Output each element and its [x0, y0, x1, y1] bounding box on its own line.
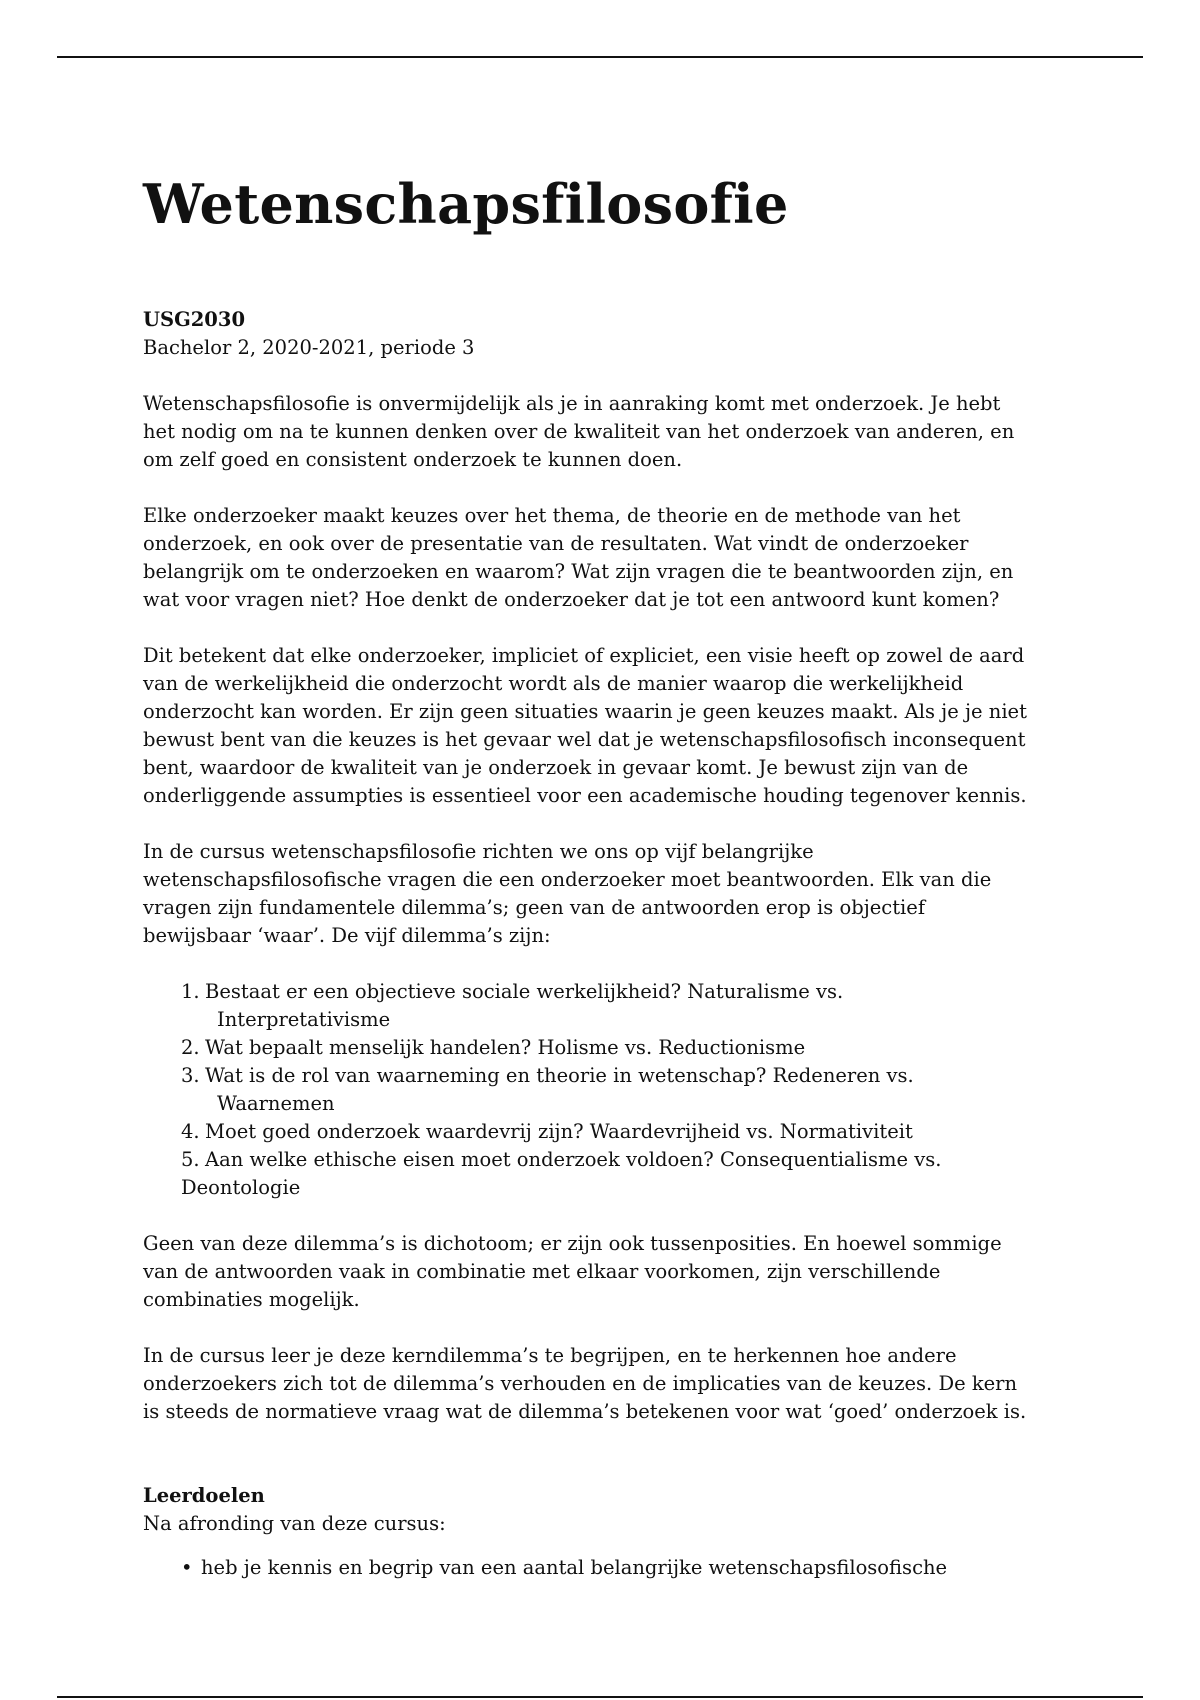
list-number: 5.	[181, 1148, 200, 1171]
section-heading-leerdoelen: Leerdoelen	[143, 1484, 265, 1507]
bottom-rule	[57, 1696, 1143, 1698]
course-code: USG2030	[143, 308, 246, 331]
course-details: Bachelor 2, 2020-2021, periode 3	[143, 336, 475, 359]
list-number: 1.	[181, 980, 200, 1003]
paragraph-course-focus: In de cursus wetenschapsfilosofie richten we ons op vijf belangrijke wetenschapsfilosofische vragen die een onderzoeker moet beantwoorden. Elk van die vragen zijn fundamentele dilemma’s; geen van de antwoorden erop is objectief bewijsbaar ‘waar’. De vijf dilemma’s zijn:	[143, 840, 992, 947]
list-item	[143, 978, 1083, 1034]
list-number: 3.	[181, 1064, 200, 1087]
paragraph-dichotomy: Geen van deze dilemma’s is dichotoom; er zijn ook tussenposities. En hoewel sommige van de antwoorden vaak in combinatie met elkaar voorkomen, zijn verschillende combinaties mogelijk.	[143, 1232, 1002, 1311]
list-number: 2.	[181, 1036, 200, 1059]
list-item-text: Bestaat er een objectieve sociale werkelijkheid? Naturalisme vs.	[205, 980, 844, 1003]
list-item-text: Moet goed onderzoek waardevrij zijn? Waardevrijheid vs. Normativiteit	[205, 1120, 913, 1143]
list-item-continuation: Interpretativisme	[217, 1008, 391, 1031]
list-item-text: Aan welke ethische eisen moet onderzoek voldoen? Consequentialisme vs.	[205, 1148, 942, 1171]
list-item-text: Wat is de rol van waarneming en theorie in wetenschap? Redeneren vs.	[205, 1064, 914, 1087]
list-item	[143, 1554, 1083, 1582]
dilemma-list	[143, 978, 1083, 1202]
list-item	[143, 1146, 1083, 1202]
course-meta	[143, 306, 1083, 362]
list-item-continuation: Waarnemen	[217, 1092, 335, 1115]
list-item-text: heb je kennis en begrip van een aantal belangrijke wetenschapsfilosofische	[201, 1556, 948, 1579]
document-body	[143, 170, 1083, 1582]
list-item-text: Wat bepaalt menselijk handelen? Holisme vs. Reductionisme	[205, 1036, 806, 1059]
list-item	[143, 1034, 1083, 1062]
paragraph-choices: Elke onderzoeker maakt keuzes over het thema, de theorie en de methode van het onderzoek, en ook over de presentatie van de resultaten. Wat vindt de onderzoeker belangrijk om te onderzoeken en waarom? Wat zijn vragen die te beantwoorden zijn, en wat voor vragen niet? Hoe denkt de onderzoeker dat je tot een antwoord kunt komen?	[143, 504, 1014, 611]
list-item	[143, 1118, 1083, 1146]
top-rule	[57, 56, 1143, 58]
list-item-continuation: Deontologie	[181, 1176, 301, 1199]
list-item	[143, 1062, 1083, 1118]
paragraph-intro: Wetenschapsfilosofie is onvermijdelijk als je in aanraking komt met onderzoek. Je hebt het nodig om na te kunnen denken over de kwaliteit van het onderzoek van anderen, en om zelf goed en consistent onderzoek te kunnen doen.	[143, 392, 1015, 471]
page-title: Wetenschapsfilosofie	[143, 172, 789, 236]
paragraph-learning: In de cursus leer je deze kerndilemma’s te begrijpen, en te herkennen hoe andere onderzoekers zich tot de dilemma’s verhouden en de implicaties van de keuzes. De kern is steeds de normatieve vraag wat de dilemma’s betekenen voor wat ‘goed’ onderzoek is.	[143, 1344, 1027, 1423]
paragraph-vision: Dit betekent dat elke onderzoeker, impliciet of expliciet, een visie heeft op zowel de aard van de werkelijkheid die onderzocht wordt als de manier waarop die werkelijkheid onderzocht kan worden. Er zijn geen situaties waarin je geen keuzes maakt. Als je je niet bewust bent van die keuzes is het gevaar wel dat je wetenschapsfilosofisch inconsequent bent, waardoor de kwaliteit van je onderzoek in gevaar komt. Je bewust zijn van de onderliggende assumpties is essentieel voor een academische houding tegenover kennis.	[143, 644, 1027, 807]
goals-list	[143, 1554, 1083, 1582]
leerdoelen-intro: Na afronding van deze cursus:	[143, 1512, 446, 1535]
bullet-icon: •	[181, 1556, 193, 1579]
list-number: 4.	[181, 1120, 200, 1143]
